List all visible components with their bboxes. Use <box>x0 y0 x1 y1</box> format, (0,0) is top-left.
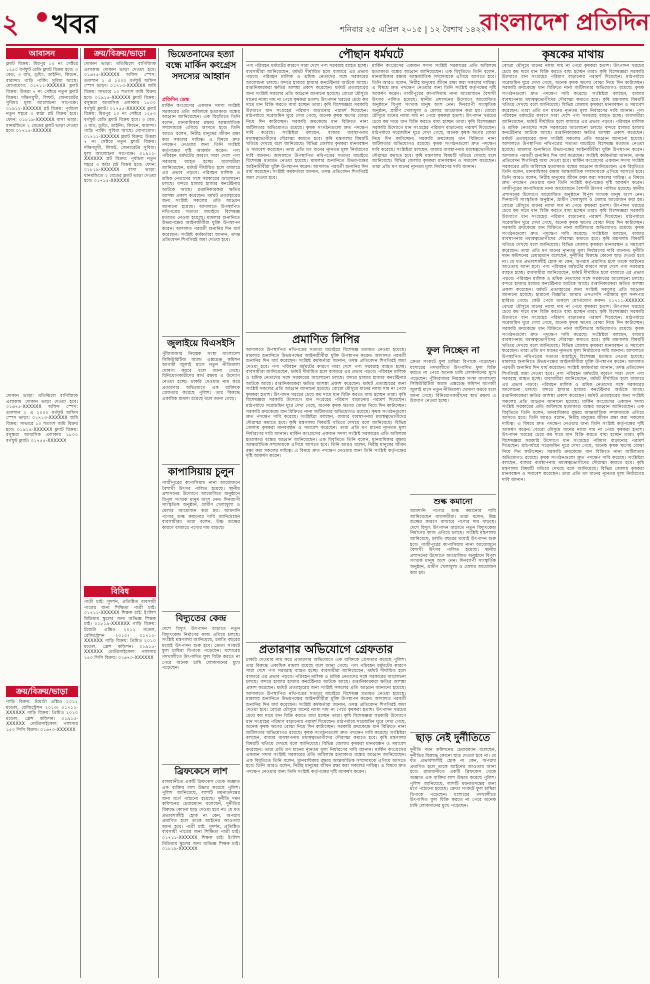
story-text: আমদানি পণ্যের শুল্ক কমানোর দাবি জানিয়েছেন ব্যবসায়ীরা। তারা বলেন, উচ্চ শুল্কের কারণে বাজারে পণ্যের দাম বাড়ছে। <box>410 509 498 526</box>
story-text: বোরো মৌসুমে ধানের ন্যায্য দাম না পেয়ে কৃষকরা হতাশ। উৎপাদন খরচের চেয়ে কম দামে ধান বিক্রি করতে বাধ্য হচ্ছেন তারা। কৃষি বিশেষজ্ঞরা সরকারি উদ্যোগে ধান সংগ্রহের পরিমাণ বাড়ানোর পরামর্শ দিয়েছেন। মাঠপর্যায়ে সরেজমিন ঘুরে দেখা গেছে, অনেক কৃষক ঋণের বোঝা নিয়ে দিন কাটাচ্ছেন। সরকারি ক্রয়কেন্দ্রে ধান বিক্রিতে নানা জটিলতার অভিযোগও রয়েছে। কৃষক সংগঠনগুলো দ্রুত পদক্ষেপ দাবি করেছে। সংশ্লিষ্টরা বলছেন, বাজার ব্যবস্থাপনায় মধ্যস্বত্বভোগীদের দৌরাত্ম্য কমাতে হবে। কৃষি মন্ত্রণালয় বিষয়টি খতিয়ে দেখছে বলে জানিয়েছে। বিভিন্ন জেলায় কৃষকরা মানববন্ধন ও সমাবেশ করেছেন। তারা প্রতি মণ ধানের ন্যূনতম মূল্য নির্ধারণের দাবি জানান। <box>502 64 646 114</box>
column-rule <box>80 48 81 978</box>
newspaper-logo: বাংলাদেশ প্রতিদিন <box>480 9 650 36</box>
story-text: ক্রেতা সংকটে ফুল চাষিরা বিপাকে পড়েছেন। যশোরের গদখালীতে উৎপাদিত ফুল বিক্রি করতে না পেরে অনেক চাষি লোকসানের মুখে পড়েছেন। <box>410 360 498 382</box>
story-text: আদালতে উপস্থাপিত নথিপত্রের সত্যতা যাচাইয়ে বিশেষজ্ঞ মতামত নেওয়া হয়েছে। মামলার শুনানিতে উভয়পক্ষের আইনজীবীরা যুক্তি উপস্থাপন করেন। আদালত পরবর্তী শুনানির দিন ধার্য করেছেন। সংশ্লিষ্ট কর্মকর্তারা জানান, তদন্ত প্রতিবেদন শিগগিরই জমা দেওয়া হবে। <box>246 348 408 370</box>
divider <box>162 464 240 465</box>
divider <box>162 336 240 337</box>
page-number: ২ <box>2 10 19 40</box>
classified-block <box>6 62 78 392</box>
classified-heading: বিবিধ <box>84 586 156 597</box>
story-text: বোরো মৌসুমে ধানের ন্যায্য দাম না পেয়ে কৃষকরা হতাশ। উৎপাদন খরচের চেয়ে কম দামে ধান বিক্রি করতে বাধ্য হচ্ছেন তারা। কৃষি বিশেষজ্ঞরা সরকারি উদ্যোগে ধান সংগ্রহের পরিমাণ বাড়ানোর পরামর্শ দিয়েছেন। মাঠপর্যায়ে সরেজমিন ঘুরে দেখা গেছে, অনেক কৃষক ঋণের বোঝা নিয়ে দিন কাটাচ্ছেন। সরকারি ক্রয়কেন্দ্রে ধান বিক্রিতে নানা জটিলতার অভিযোগও রয়েছে। কৃষক সংগঠনগুলো দ্রুত পদক্ষেপ দাবি করেছে। সংশ্লিষ্টরা বলছেন, বাজার ব্যবস্থাপনায় মধ্যস্বত্বভোগীদের দৌরাত্ম্য কমাতে হবে। কৃষি মন্ত্রণালয় বিষয়টি খতিয়ে দেখছে বলে জানিয়েছে। বিভিন্ন জেলায় কৃষকরা মানববন্ধন ও সমাবেশ করেছেন। তারা প্রতি মণ ধানের ন্যূনতম মূল্য নির্ধারণের দাবি জানান। <box>246 708 408 753</box>
classified-text: গাড়ি বিক্রয়: টয়োটা এক্সিও ২০১২ মডেল, রেজিস্ট্রেশন ২০১৩। ০১৭১২-XXXXXX গাড়ি বিক্রয়: প্রিমিও ২০১০ মডেল, ফ্রেশ কন্ডিশন। ০১৯১৫-XXXXXX মোটরসাইকেল: পালসার ১৫০ সিসি বিক্রয়। ০১৬৭০-XXXXXX <box>6 700 80 733</box>
story-text: পুঁজিবাজার নিয়ন্ত্রক সংস্থা বাংলাদেশ সিকিউরিটিজ অ্যান্ড এক্সচেঞ্জ কমিশন আগামী জুলাই মাসে নতুন নীতিমালা ঘোষণা করবে বলে জানা গেছে। বিনিয়োগকারীদের স্বার্থ রক্ষায় এ উদ্যোগ নেওয়া হচ্ছে। <box>162 352 242 385</box>
classified-heading: ক্রয়/বিক্রয়/ভাড়া <box>6 686 78 697</box>
story-headline: কৃষকের মাথায় <box>502 48 644 62</box>
story-headline: পৌছান ধর্মঘটে <box>246 48 496 62</box>
divider <box>162 764 240 765</box>
classified-block <box>84 600 156 978</box>
story-body <box>162 780 240 978</box>
story-text: গাজীপুরের কাপাসিয়ায় নানা আয়োজনে বৈশাখী উৎসব পালিত হয়েছে। স্থানীয় প্রশাসনের উদ্যোগে আয়োজিত অনুষ্ঠানে বিপুল সংখ্যক মানুষ অংশ নেন। দিনব্যাপী সাংস্কৃতিক অনুষ্ঠান, গ্রামীণ খেলাধুলা ও মেলার আয়োজন করা হয়। <box>162 481 242 514</box>
story-headline: প্রতারণার অভিযোগে গ্রেফতার <box>246 642 406 656</box>
column-rule <box>498 48 499 978</box>
story-text: চাকরি দেওয়ার নাম করে প্রতারণার অভিযোগে এক ব্যক্তিকে গ্রেফতার করেছে পুলিশ। তার বিরুদ্ধে একাধিক মামলা রয়েছে বলে জানা গেছে। <box>246 658 408 669</box>
story-text: চাকরি দেওয়ার নাম করে প্রতারণার অভিযোগে এক ব্যক্তিকে গ্রেফতার করেছে পুলিশ। তার বিরুদ্ধে একাধিক মামলা রয়েছে বলে জানা গেছে। <box>162 379 242 402</box>
story-body <box>410 360 496 490</box>
byline: প্রতিদিন ডেস্ক <box>162 97 190 103</box>
story-text: পণ্য পরিবহন ধর্মঘটের কারণে সারা দেশে পণ্য সরবরাহ ব্যাহত হচ্ছে। ব্যবসায়ীরা জানিয়েছেন, ধর্মঘট দীর্ঘায়িত হলে বাজারে এর প্রভাব পড়বে। পরিবহন মালিক ও শ্রমিক নেতাদের সঙ্গে সরকারের আলোচনা চলছে। বন্দরে হাজার হাজার কনটেইনার আটকে আছে। রপ্তানিকারকরা ক্ষতির আশঙ্কা প্রকাশ করেছেন। ধর্মঘট প্রত্যাহারের জন্য সংশ্লিষ্ট সকলের প্রতি আহ্বান জানানো হয়েছে। <box>502 371 646 405</box>
story-headline: জুলাইয়ে বিএসইসি <box>167 339 235 349</box>
story-text: মার্কিন কংগ্রেসের একজন সদস্য সংশ্লিষ্ট সরকারের প্রতি অবিলম্বে হত্যাকাণ্ড বন্ধের আহ্বান জানিয়েছেন। এক বিবৃতিতে তিনি বলেন, মানবাধিকার রক্ষায় আন্তর্জাতিক সম্প্রদায়কে এগিয়ে আসতে হবে। তিনি আরও বলেন, নিরীহ মানুষের জীবন রক্ষা করা সকলের দায়িত্ব। এ বিষয়ে দ্রুত পদক্ষেপ নেওয়ার জন্য তিনি সংশ্লিষ্ট কর্তৃপক্ষের দৃষ্টি আকর্ষণ করেন। <box>162 104 242 154</box>
story-headline: ছাড় নেই দুর্নীতিতে <box>410 732 496 745</box>
story-text: গাজীপুরের কাপাসিয়ায় নানা আয়োজনে বৈশাখী উৎসব পালিত হয়েছে। স্থানীয় প্রশাসনের উদ্যোগে আয়োজিত অনুষ্ঠানে বিপুল সংখ্যক মানুষ অংশ নেন। দিনব্যাপী সাংস্কৃতিক অনুষ্ঠান, গ্রামীণ খেলাধুলা ও মেলার আয়োজন করা হয়। <box>410 542 498 576</box>
story-headline: ভিয়েতনামের হত্যা বন্ধে মার্কিন কংগ্রেস সদস্যের আহ্বান <box>165 50 237 82</box>
story-text: দুর্নীতি দমন কমিশনের চেয়ারম্যান বলেছেন, দুর্নীতির বিরুদ্ধে কোনো ছাড় দেওয়া হবে না। যে যত প্রভাবশালীই হোক না কেন, অপরাধ প্রমাণিত হলে তাকে আইনের আওতায় আনা হবে। <box>410 748 498 776</box>
story-text: বোরো মৌসুমে ধানের ন্যায্য দাম না পেয়ে কৃষকরা হতাশ। উৎপাদন খরচের চেয়ে কম দামে ধান বিক্রি করতে বাধ্য হচ্ছেন তারা। কৃষি বিশেষজ্ঞরা সরকারি উদ্যোগে ধান সংগ্রহের পরিমাণ বাড়ানোর পরামর্শ দিয়েছেন। মাঠপর্যায়ে সরেজমিন ঘুরে দেখা গেছে, অনেক কৃষক ঋণের বোঝা নিয়ে দিন কাটাচ্ছেন। সরকারি ক্রয়কেন্দ্রে ধান বিক্রিতে নানা জটিলতার অভিযোগও রয়েছে। কৃষক সংগঠনগুলো দ্রুত পদক্ষেপ দাবি করেছে। সংশ্লিষ্টরা বলছেন, বাজার ব্যবস্থাপনায় মধ্যস্বত্বভোগীদের দৌরাত্ম্য কমাতে হবে। কৃষি মন্ত্রণালয় বিষয়টি খতিয়ে দেখছে বলে জানিয়েছে। বিভিন্ন জেলায় কৃষকরা মানববন্ধন ও সমাবেশ করেছেন। তারা প্রতি মণ ধানের ন্যূনতম মূল্য নির্ধারণের দাবি জানান। <box>246 91 370 159</box>
divider <box>410 494 496 495</box>
column-rule <box>242 48 243 978</box>
classified-block <box>84 62 156 582</box>
separator-dot-icon <box>37 12 47 22</box>
story-text: আদালতে উপস্থাপিত নথিপত্রের সত্যতা যাচাইয়ে বিশেষজ্ঞ মতামত নেওয়া হয়েছে। মামলার শুনানিতে উভয়পক্ষের আইনজীবীরা যুক্তি উপস্থাপন করেন। আদালত পরবর্তী শুনানির দিন ধার্য করেছেন। সংশ্লিষ্ট কর্মকর্তারা জানান, তদন্ত প্রতিবেদন শিগগিরই জমা দেওয়া হবে। <box>502 142 646 165</box>
story-headline: শুল্ক কমানো <box>433 497 473 506</box>
story-body <box>410 509 496 729</box>
story-text: মার্কিন কংগ্রেসের একজন সদস্য সংশ্লিষ্ট সরকারের প্রতি অবিলম্বে হত্যাকাণ্ড বন্ধের আহ্বান জানিয়েছেন। এক বিবৃতিতে তিনি বলেন, মানবাধিকার রক্ষায় আন্তর্জাতিক সম্প্রদায়কে এগিয়ে আসতে হবে। তিনি আরও বলেন, নিরীহ মানুষের জীবন রক্ষা করা সকলের দায়িত্ব। এ বিষয়ে দ্রুত পদক্ষেপ নেওয়ার জন্য তিনি সংশ্লিষ্ট কর্তৃপক্ষের দৃষ্টি আকর্ষণ করেন। <box>502 399 646 433</box>
story-text: পণ্য পরিবহন ধর্মঘটের কারণে সারা দেশে পণ্য সরবরাহ ব্যাহত হচ্ছে। ব্যবসায়ীরা জানিয়েছেন, ধর্মঘট দীর্ঘায়িত হলে বাজারে এর প্রভাব পড়বে। পরিবহন মালিক ও শ্রমিক নেতাদের সঙ্গে সরকারের আলোচনা চলছে। বন্দরে হাজার হাজার কনটেইনার আটকে আছে। রপ্তানিকারকরা ক্ষতির আশঙ্কা প্রকাশ করেছেন। ধর্মঘট প্রত্যাহারের জন্য সংশ্লিষ্ট সকলের প্রতি আহ্বান জানানো হয়েছে। <box>246 64 370 97</box>
classified-text: দোকান ভাড়া: মতিঝিলে বাণিজ্যিক এলাকায় দোকান ভাড়া দেওয়া হবে। ০১৬৭৫-XXXXXX অফিস স্পেস: গুলশান ২ এ ২০০০ বর্গফুট অফিস স্পেস ভাড়া। ০১৭১৩-XXXXXX জমি বিক্রয়: সাভারে ১০ শতাংশ জমি বিক্রয় হবে। ০১৯১৪-XXXXXX ফ্ল্যাট বিক্রয়: বসুন্ধরা আবাসিক এলাকায় ১৮০০ বর্গফুট ফ্ল্যাট। ০১৭৫৫-XXXXXX <box>84 62 158 112</box>
column-rule <box>158 48 159 978</box>
classified-text: ফ্ল্যাট বিক্রয়: মিরপুর ১০ নং সেক্টরে ১২৫০ বর্গফুট রেডি ফ্ল্যাট বিক্রয় হবে। ৩ বেড, ৩ বাথ, ড্রয়িং, ডাইনিং, কিচেন, বারান্দা। গাড়ি পার্কিং সুবিধা আছে। যোগাযোগ: ০১৭১১-XXXXXX ফ্ল্যাট বিক্রয়: উত্তরা ৭ নং সেক্টরে নতুন ফ্ল্যাট বিক্রয়। দক্ষিণমুখী, লিফট, জেনারেটর সুবিধা। মূল্য আলোচনা সাপেক্ষে। ০১৯১২-XXXXXX প্লট বিক্রয়: পূর্বাচল নতুন শহরে ৩ কাঠা প্লট বিক্রয় হবে। ফোন: ০১৮১৯-XXXXXX বাসা ভাড়া: ধানমন্ডিতে ২ বেডের ফ্ল্যাট ভাড়া দেওয়া হবে। ০১৭১৫-XXXXXX <box>84 106 158 185</box>
classified-block <box>6 700 78 978</box>
story-headline: ব্রিফকেসে লাশ <box>174 767 228 777</box>
story-text: ক্রেতা সংকটে ফুল চাষিরা বিপাকে পড়েছেন। যশোরের গদখালীতে উৎপাদিত ফুল বিক্রি করতে না পেরে অনেক চাষি লোকসানের মুখে পড়েছেন। <box>162 643 242 672</box>
story-text: বোরো মৌসুমে ধানের ন্যায্য দাম না পেয়ে কৃষকরা হতাশ। উৎপাদন খরচের চেয়ে কম দামে ধান বিক্রি করতে বাধ্য হচ্ছেন তারা। কৃষি বিশেষজ্ঞরা সরকারি উদ্যোগে ধান সংগ্রহের পরিমাণ বাড়ানোর পরামর্শ দিয়েছেন। মাঠপর্যায়ে সরেজমিন ঘুরে দেখা গেছে, অনেক কৃষক ঋণের বোঝা নিয়ে দিন কাটাচ্ছেন। সরকারি ক্রয়কেন্দ্রে ধান বিক্রিতে নানা জটিলতার অভিযোগও রয়েছে। কৃষক সংগঠনগুলো দ্রুত পদক্ষেপ দাবি করেছে। সংশ্লিষ্টরা বলছেন, বাজার ব্যবস্থাপনায় মধ্যস্বত্বভোগীদের দৌরাত্ম্য কমাতে হবে। কৃষি মন্ত্রণালয় বিষয়টি খতিয়ে দেখছে বলে জানিয়েছে। বিভিন্ন জেলায় কৃষকরা মানববন্ধন ও সমাবেশ করেছেন। তারা প্রতি মণ ধানের ন্যূনতম মূল্য নির্ধারণের দাবি জানান। <box>372 108 498 170</box>
story-text: আদালতে উপস্থাপিত নথিপত্রের সত্যতা যাচাইয়ে বিশেষজ্ঞ মতামত নেওয়া হয়েছে। মামলার শুনানিতে উভয়পক্ষের আইনজীবীরা যুক্তি উপস্থাপন করেন। আদালত পরবর্তী শুনানির দিন ধার্য করেছেন। সংশ্লিষ্ট কর্মকর্তারা জানান, তদন্ত প্রতিবেদন শিগগিরই জমা দেওয়া হবে। <box>246 691 408 714</box>
story-text: হারানো বিজ্ঞপ্তি: আমার এসএসসি পরীক্ষার মূল সনদপত্র হারিয়ে গেছে। কেউ পেয়ে থাকলে যোগাযোগ করুন। ০১৭১১-XXXXXX <box>502 293 646 304</box>
story-text: পণ্য পরিবহন ধর্মঘটের কারণে সারা দেশে পণ্য সরবরাহ ব্যাহত হচ্ছে। ব্যবসায়ীরা জানিয়েছেন, ধর্মঘট দীর্ঘায়িত হলে বাজারে এর প্রভাব পড়বে। পরিবহন মালিক ও শ্রমিক নেতাদের সঙ্গে সরকারের আলোচনা চলছে। বন্দরে হাজার হাজার কনটেইনার আটকে আছে। রপ্তানিকারকরা ক্ষতির আশঙ্কা প্রকাশ করেছেন। ধর্মঘট প্রত্যাহারের জন্য সংশ্লিষ্ট সকলের প্রতি আহ্বান জানানো হয়েছে। <box>502 108 646 142</box>
story-body <box>246 64 368 329</box>
classified-text: দোকান ভাড়া: মতিঝিলে বাণিজ্যিক এলাকায় দোকান ভাড়া দেওয়া হবে। ০১৬৭৫-XXXXXX অফিস স্পেস: গুলশান ২ এ ২০০০ বর্গফুট অফিস স্পেস ভাড়া। ০১৭১৩-XXXXXX জমি বিক্রয়: সাভারে ১০ শতাংশ জমি বিক্রয় হবে। ০১৯১৪-XXXXXX ফ্ল্যাট বিক্রয়: বসুন্ধরা আবাসিক এলাকায় ১৮০০ বর্গফুট ফ্ল্যাট। ০১৭৫৫-XXXXXX <box>6 394 80 444</box>
story-text: বোরো মৌসুমে ধানের ন্যায্য দাম না পেয়ে কৃষকরা হতাশ। উৎপাদন খরচের চেয়ে কম দামে ধান বিক্রি করতে বাধ্য হচ্ছেন তারা। কৃষি বিশেষজ্ঞরা সরকারি উদ্যোগে ধান সংগ্রহের পরিমাণ বাড়ানোর পরামর্শ দিয়েছেন। মাঠপর্যায়ে সরেজমিন ঘুরে দেখা গেছে, অনেক কৃষক ঋণের বোঝা নিয়ে দিন কাটাচ্ছেন। সরকারি ক্রয়কেন্দ্রে ধান বিক্রিতে নানা জটিলতার অভিযোগও রয়েছে। কৃষক সংগঠনগুলো দ্রুত পদক্ষেপ দাবি করেছে। সংশ্লিষ্টরা বলছেন, বাজার ব্যবস্থাপনায় মধ্যস্বত্বভোগীদের দৌরাত্ম্য কমাতে হবে। কৃষি মন্ত্রণালয় বিষয়টি খতিয়ে দেখছে বলে জানিয়েছে। বিভিন্ন জেলায় কৃষকরা মানববন্ধন ও সমাবেশ করেছেন। তারা প্রতি মণ ধানের ন্যূনতম মূল্য নির্ধারণের দাবি জানান। <box>502 203 646 254</box>
story-text: বোরো মৌসুমে ধানের ন্যায্য দাম না পেয়ে কৃষকরা হতাশ। উৎপাদন খরচের চেয়ে কম দামে ধান বিক্রি করতে বাধ্য হচ্ছেন তারা। কৃষি বিশেষজ্ঞরা সরকারি উদ্যোগে ধান সংগ্রহের পরিমাণ বাড়ানোর পরামর্শ দিয়েছেন। মাঠপর্যায়ে সরেজমিন ঘুরে দেখা গেছে, অনেক কৃষক ঋণের বোঝা নিয়ে দিন কাটাচ্ছেন। সরকারি ক্রয়কেন্দ্রে ধান বিক্রিতে নানা জটিলতার অভিযোগও রয়েছে। কৃষক সংগঠনগুলো দ্রুত পদক্ষেপ দাবি করেছে। সংশ্লিষ্টরা বলছেন, বাজার ব্যবস্থাপনায় মধ্যস্বত্বভোগীদের দৌরাত্ম্য কমাতে হবে। কৃষি মন্ত্রণালয় বিষয়টি খতিয়ে দেখছে বলে জানিয়েছে। বিভিন্ন জেলায় কৃষকরা মানববন্ধন ও সমাবেশ করেছেন। তারা প্রতি মণ ধানের ন্যূনতম মূল্য নির্ধারণের দাবি জানান। <box>502 427 646 483</box>
story-text: পুঁজিবাজার নিয়ন্ত্রক সংস্থা বাংলাদেশ সিকিউরিটিজ অ্যান্ড এক্সচেঞ্জ কমিশন আগামী জুলাই মাসে নতুন নীতিমালা ঘোষণা করবে বলে জানা গেছে। বিনিয়োগকারীদের স্বার্থ রক্ষায় এ উদ্যোগ নেওয়া হচ্ছে। <box>410 376 498 405</box>
story-text: রাজধানীতে একটি ব্রিফকেস থেকে অজ্ঞাত এক ব্যক্তির লাশ উদ্ধার করেছে পুলিশ। পুলিশ জানিয়েছে, লাশটি ময়নাতদন্তের জন্য মর্গে পাঠানো হয়েছে। <box>162 780 242 802</box>
story-body <box>502 64 644 978</box>
dateline: শনিবার ২৫ এপ্রিল ২০১৫ | ১২ বৈশাখ ১৪২২ <box>340 25 487 34</box>
story-body <box>162 627 240 762</box>
story-text: আদালতে উপস্থাপিত নথিপত্রের সত্যতা যাচাইয়ে বিশেষজ্ঞ মতামত নেওয়া হয়েছে। মামলার শুনানিতে উভয়পক্ষের আইনজীবীরা যুক্তি উপস্থাপন করেন। আদালত পরবর্তী শুনানির দিন ধার্য করেছেন। সংশ্লিষ্ট কর্মকর্তারা জানান, তদন্ত প্রতিবেদন শিগগিরই জমা দেওয়া হবে। <box>246 153 370 181</box>
story-text: পণ্য পরিবহন ধর্মঘটের কারণে সারা দেশে পণ্য সরবরাহ ব্যাহত হচ্ছে। ব্যবসায়ীরা জানিয়েছেন, ধর্মঘট দীর্ঘায়িত হলে বাজারে এর প্রভাব পড়বে। পরিবহন মালিক ও শ্রমিক নেতাদের সঙ্গে সরকারের আলোচনা চলছে। বন্দরে হাজার হাজার কনটেইনার আটকে আছে। রপ্তানিকারকরা ক্ষতির আশঙ্কা প্রকাশ করেছেন। ধর্মঘট প্রত্যাহারের জন্য সংশ্লিষ্ট সকলের প্রতি আহ্বান জানানো হয়েছে। <box>162 148 242 210</box>
classified-text: ফ্ল্যাট বিক্রয়: মিরপুর ১০ নং সেক্টরে ১২৫০ বর্গফুট রেডি ফ্ল্যাট বিক্রয় হবে। ৩ বেড, ৩ বাথ, ড্রয়িং, ডাইনিং, কিচেন, বারান্দা। গাড়ি পার্কিং সুবিধা আছে। যোগাযোগ: ০১৭১১-XXXXXX ফ্ল্যাট বিক্রয়: উত্তরা ৭ নং সেক্টরে নতুন ফ্ল্যাট বিক্রয়। দক্ষিণমুখী, লিফট, জেনারেটর সুবিধা। মূল্য আলোচনা সাপেক্ষে। ০১৯১২-XXXXXX প্লট বিক্রয়: পূর্বাচল নতুন শহরে ৩ কাঠা প্লট বিক্রয় হবে। ফোন: ০১৮১৯-XXXXXX বাসা ভাড়া: ধানমন্ডিতে ২ বেডের ফ্ল্যাট ভাড়া দেওয়া হবে। ০১৭১৫-XXXXXX <box>6 62 80 135</box>
story-text: মার্কিন কংগ্রেসের একজন সদস্য সংশ্লিষ্ট সরকারের প্রতি অবিলম্বে হত্যাকাণ্ড বন্ধের আহ্বান জানিয়েছেন। এক বিবৃতিতে তিনি বলেন, মানবাধিকার রক্ষায় আন্তর্জাতিক সম্প্রদায়কে এগিয়ে আসতে হবে। তিনি আরও বলেন, নিরীহ মানুষের জীবন রক্ষা করা সকলের দায়িত্ব। এ বিষয়ে দ্রুত পদক্ষেপ নেওয়ার জন্য তিনি সংশ্লিষ্ট কর্তৃপক্ষের দৃষ্টি আকর্ষণ করেন। <box>502 159 646 187</box>
story-text: পণ্য পরিবহন ধর্মঘটের কারণে সারা দেশে পণ্য সরবরাহ ব্যাহত হচ্ছে। ব্যবসায়ীরা জানিয়েছেন, ধর্মঘট দীর্ঘায়িত হলে বাজারে এর প্রভাব পড়বে। পরিবহন মালিক ও শ্রমিক নেতাদের সঙ্গে সরকারের আলোচনা চলছে। বন্দরে হাজার হাজার কনটেইনার আটকে আছে। রপ্তানিকারকরা ক্ষতির আশঙ্কা প্রকাশ করেছেন। ধর্মঘট প্রত্যাহারের জন্য সংশ্লিষ্ট সকলের প্রতি আহ্বান জানানো হয়েছে। <box>502 265 646 299</box>
story-headline: বিদ্যুতের কেন্দ্র <box>175 614 227 624</box>
story-text: মার্কিন কংগ্রেসের একজন সদস্য সংশ্লিষ্ট সরকারের প্রতি অবিলম্বে হত্যাকাণ্ড বন্ধের আহ্বান জানিয়েছেন। এক বিবৃতিতে তিনি বলেন, মানবাধিকার রক্ষায় আন্তর্জাতিক সম্প্রদায়কে এগিয়ে আসতে হবে। তিনি আরও বলেন, নিরীহ মানুষের জীবন রক্ষা করা সকলের দায়িত্ব। এ বিষয়ে দ্রুত পদক্ষেপ নেওয়ার জন্য তিনি সংশ্লিষ্ট কর্তৃপক্ষের দৃষ্টি আকর্ষণ করেন। <box>372 64 498 97</box>
story-headline: প্রমাণিত লিপির <box>246 332 406 346</box>
story-text: দেশে বিদ্যুৎ উৎপাদন বাড়াতে নতুন বিদ্যুৎকেন্দ্র নির্মাণের কাজ এগিয়ে চলছে। সংশ্লিষ্ট মন্ত্রণালয় জানিয়েছে, চলতি বছরের মধ্যেই উৎপাদন শুরু হবে। <box>162 627 242 649</box>
story-text: মার্কিন কংগ্রেসের একজন সদস্য সংশ্লিষ্ট সরকারের প্রতি অবিলম্বে হত্যাকাণ্ড বন্ধের আহ্বান জানিয়েছেন। এক বিবৃতিতে তিনি বলেন, মানবাধিকার রক্ষায় আন্তর্জাতিক সম্প্রদায়কে এগিয়ে আসতে হবে। তিনি আরও বলেন, নিরীহ মানুষের জীবন রক্ষা করা সকলের দায়িত্ব। এ বিষয়ে দ্রুত পদক্ষেপ নেওয়ার জন্য তিনি সংশ্লিষ্ট কর্তৃপক্ষের দৃষ্টি আকর্ষণ করেন। <box>246 431 408 460</box>
story-body <box>410 748 496 978</box>
story-body <box>162 104 240 334</box>
story-text: আমদানি পণ্যের শুল্ক কমানোর দাবি জানিয়েছেন ব্যবসায়ীরা। তারা বলেন, উচ্চ শুল্কের কারণে বাজারে পণ্যের দাম বাড়ছে। <box>162 508 242 531</box>
classified-heading: ক্রয়/বিক্রয়/ভাড়া <box>84 48 156 59</box>
story-text: পণ্য পরিবহন ধর্মঘটের কারণে সারা দেশে পণ্য সরবরাহ ব্যাহত হচ্ছে। ব্যবসায়ীরা জানিয়েছেন, ধর্মঘট দীর্ঘায়িত হলে বাজারে এর প্রভাব পড়বে। পরিবহন মালিক ও শ্রমিক নেতাদের সঙ্গে সরকারের আলোচনা চলছে। বন্দরে হাজার হাজার কনটেইনার আটকে আছে। রপ্তানিকারকরা ক্ষতির আশঙ্কা প্রকাশ করেছেন। ধর্মঘট প্রত্যাহারের জন্য সংশ্লিষ্ট সকলের প্রতি আহ্বান জানানো হয়েছে। <box>246 364 408 393</box>
story-text: গাজীপুরের কাপাসিয়ায় নানা আয়োজনে বৈশাখী উৎসব পালিত হয়েছে। স্থানীয় প্রশাসনের উদ্যোগে আয়োজিত অনুষ্ঠানে বিপুল সংখ্যক মানুষ অংশ নেন। দিনব্যাপী সাংস্কৃতিক অনুষ্ঠান, গ্রামীণ খেলাধুলা ও মেলার আয়োজন করা হয়। <box>372 91 498 114</box>
story-text: দেশে বিদ্যুৎ উৎপাদন বাড়াতে নতুন বিদ্যুৎকেন্দ্র নির্মাণের কাজ এগিয়ে চলছে। সংশ্লিষ্ট মন্ত্রণালয় জানিয়েছে, চলতি বছরের মধ্যেই উৎপাদন শুরু হবে। <box>410 525 498 548</box>
classified-block <box>6 394 78 684</box>
classified-text: গাড়ি বিক্রয়: টয়োটা এক্সিও ২০১২ মডেল, রেজিস্ট্রেশন ২০১৩। ০১৭১২-XXXXXX গাড়ি বিক্রয়: প্রিমিও ২০১০ মডেল, ফ্রেশ কন্ডিশন। ০১৯১৫-XXXXXX মোটরসাইকেল: পালসার ১৫০ সিসি বিক্রয়। ০১৬৭০-XXXXXX <box>84 622 158 661</box>
divider <box>162 611 240 612</box>
story-text: মার্কিন কংগ্রেসের একজন সদস্য সংশ্লিষ্ট সরকারের প্রতি অবিলম্বে হত্যাকাণ্ড বন্ধের আহ্বান জানিয়েছেন। এক বিবৃতিতে তিনি বলেন, মানবাধিকার রক্ষায় আন্তর্জাতিক সম্প্রদায়কে এগিয়ে আসতে হবে। তিনি আরও বলেন, নিরীহ মানুষের জীবন রক্ষা করা সকলের দায়িত্ব। এ বিষয়ে দ্রুত পদক্ষেপ নেওয়ার জন্য তিনি সংশ্লিষ্ট কর্তৃপক্ষের দৃষ্টি আকর্ষণ করেন। <box>246 747 408 775</box>
story-text: দুর্নীতি দমন কমিশনের চেয়ারম্যান বলেছেন, দুর্নীতির বিরুদ্ধে কোনো ছাড় দেওয়া হবে না। যে যত প্রভাবশালীই হোক না কেন, অপরাধ প্রমাণিত হলে তাকে আইনের আওতায় আনা হবে। <box>502 248 646 271</box>
story-text: আদালতে উপস্থাপিত নথিপত্রের সত্যতা যাচাইয়ে বিশেষজ্ঞ মতামত নেওয়া হয়েছে। মামলার শুনানিতে উভয়পক্ষের আইনজীবীরা যুক্তি উপস্থাপন করেন। আদালত পরবর্তী শুনানির দিন ধার্য করেছেন। সংশ্লিষ্ট কর্মকর্তারা জানান, তদন্ত প্রতিবেদন শিগগিরই জমা দেওয়া হবে। <box>162 204 242 244</box>
story-text: রাজধানীতে একটি ব্রিফকেস থেকে অজ্ঞাত এক ব্যক্তির লাশ উদ্ধার করেছে পুলিশ। পুলিশ জানিয়েছে, লাশটি ময়নাতদন্তের জন্য মর্গে পাঠানো হয়েছে। <box>410 770 498 793</box>
story-body <box>246 348 406 638</box>
story-text: বোরো মৌসুমে ধানের ন্যায্য দাম না পেয়ে কৃষকরা হতাশ। উৎপাদন খরচের চেয়ে কম দামে ধান বিক্রি করতে বাধ্য হচ্ছেন তারা। কৃষি বিশেষজ্ঞরা সরকারি উদ্যোগে ধান সংগ্রহের পরিমাণ বাড়ানোর পরামর্শ দিয়েছেন। মাঠপর্যায়ে সরেজমিন ঘুরে দেখা গেছে, অনেক কৃষক ঋণের বোঝা নিয়ে দিন কাটাচ্ছেন। সরকারি ক্রয়কেন্দ্রে ধান বিক্রিতে নানা জটিলতার অভিযোগও রয়েছে। কৃষক সংগঠনগুলো দ্রুত পদক্ষেপ দাবি করেছে। সংশ্লিষ্টরা বলছেন, বাজার ব্যবস্থাপনায় মধ্যস্বত্বভোগীদের দৌরাত্ম্য কমাতে হবে। কৃষি মন্ত্রণালয় বিষয়টি খতিয়ে দেখছে বলে জানিয়েছে। বিভিন্ন জেলায় কৃষকরা মানববন্ধন ও সমাবেশ করেছেন। তারা প্রতি মণ ধানের ন্যূনতম মূল্য নির্ধারণের দাবি জানান। <box>246 387 408 437</box>
story-body <box>372 64 496 329</box>
classified-text: পাত্রী চাই: সুদর্শন, প্রতিষ্ঠিত ব্যবসায়ী পাত্রের জন্য শিক্ষিতা পাত্রী চাই। ০১৭১১-XXXXXX শিক্ষক চাই: ইংলিশ মিডিয়াম স্কুলের জন্য অভিজ্ঞ শিক্ষক চাই। ০১৮১৯-XXXXXX <box>84 600 158 628</box>
story-body <box>162 352 240 462</box>
story-text: পাত্রী চাই: সুদর্শন, প্রতিষ্ঠিত ব্যবসায়ী পাত্রের জন্য শিক্ষিতা পাত্রী চাই। ০১৭১১-XXXXXX শিক্ষক চাই: ইংলিশ মিডিয়াম স্কুলের জন্য অভিজ্ঞ শিক্ষক চাই। ০১৮১৯-XXXXXX <box>162 824 242 853</box>
story-text: বোরো মৌসুমে ধানের ন্যায্য দাম না পেয়ে কৃষকরা হতাশ। উৎপাদন খরচের চেয়ে কম দামে ধান বিক্রি করতে বাধ্য হচ্ছেন তারা। কৃষি বিশেষজ্ঞরা সরকারি উদ্যোগে ধান সংগ্রহের পরিমাণ বাড়ানোর পরামর্শ দিয়েছেন। মাঠপর্যায়ে সরেজমিন ঘুরে দেখা গেছে, অনেক কৃষক ঋণের বোঝা নিয়ে দিন কাটাচ্ছেন। সরকারি ক্রয়কেন্দ্রে ধান বিক্রিতে নানা জটিলতার অভিযোগও রয়েছে। কৃষক সংগঠনগুলো দ্রুত পদক্ষেপ দাবি করেছে। সংশ্লিষ্টরা বলছেন, বাজার ব্যবস্থাপনায় মধ্যস্বত্বভোগীদের দৌরাত্ম্য কমাতে হবে। কৃষি মন্ত্রণালয় বিষয়টি খতিয়ে দেখছে বলে জানিয়েছে। বিভিন্ন জেলায় কৃষকরা মানববন্ধন ও সমাবেশ করেছেন। তারা প্রতি মণ ধানের ন্যূনতম মূল্য নির্ধারণের দাবি জানান। <box>502 304 646 355</box>
story-body <box>162 481 240 609</box>
story-headline: ফুল নিচ্ছেন না <box>426 346 480 356</box>
section-name: খবর <box>52 10 98 40</box>
story-text: আদালতে উপস্থাপিত নথিপত্রের সত্যতা যাচাইয়ে বিশেষজ্ঞ মতামত নেওয়া হয়েছে। মামলার শুনানিতে উভয়পক্ষের আইনজীবীরা যুক্তি উপস্থাপন করেন। আদালত পরবর্তী শুনানির দিন ধার্য করেছেন। সংশ্লিষ্ট কর্মকর্তারা জানান, তদন্ত প্রতিবেদন শিগগিরই জমা দেওয়া হবে। <box>502 349 646 377</box>
story-headline: কাপাসিয়ায় চুলুন <box>167 467 235 478</box>
story-text: ক্রেতা সংকটে ফুল চাষিরা বিপাকে পড়েছেন। যশোরের গদখালীতে উৎপাদিত ফুল বিক্রি করতে না পেরে অনেক চাষি লোকসানের মুখে পড়েছেন। <box>410 787 498 809</box>
story-text: পণ্য পরিবহন ধর্মঘটের কারণে সারা দেশে পণ্য সরবরাহ ব্যাহত হচ্ছে। ব্যবসায়ীরা জানিয়েছেন, ধর্মঘট দীর্ঘায়িত হলে বাজারে এর প্রভাব পড়বে। পরিবহন মালিক ও শ্রমিক নেতাদের সঙ্গে সরকারের আলোচনা চলছে। বন্দরে হাজার হাজার কনটেইনার আটকে আছে। রপ্তানিকারকরা ক্ষতির আশঙ্কা প্রকাশ করেছেন। ধর্মঘট প্রত্যাহারের জন্য সংশ্লিষ্ট সকলের প্রতি আহ্বান জানানো হয়েছে। <box>246 663 408 691</box>
story-body <box>246 658 406 978</box>
story-text: গাজীপুরের কাপাসিয়ায় নানা আয়োজনে বৈশাখী উৎসব পালিত হয়েছে। স্থানীয় প্রশাসনের উদ্যোগে আয়োজিত অনুষ্ঠানে বিপুল সংখ্যক মানুষ অংশ নেন। দিনব্যাপী সাংস্কৃতিক অনুষ্ঠান, গ্রামীণ খেলাধুলা ও মেলার আয়োজন করা হয়। <box>502 187 646 204</box>
classified-heading: আবাসন <box>6 48 78 59</box>
story-text: দুর্নীতি দমন কমিশনের চেয়ারম্যান বলেছেন, দুর্নীতির বিরুদ্ধে কোনো ছাড় দেওয়া হবে না। যে যত প্রভাবশালীই হোক না কেন, অপরাধ প্রমাণিত হলে তাকে আইনের আওতায় আনা হবে। <box>162 796 242 830</box>
